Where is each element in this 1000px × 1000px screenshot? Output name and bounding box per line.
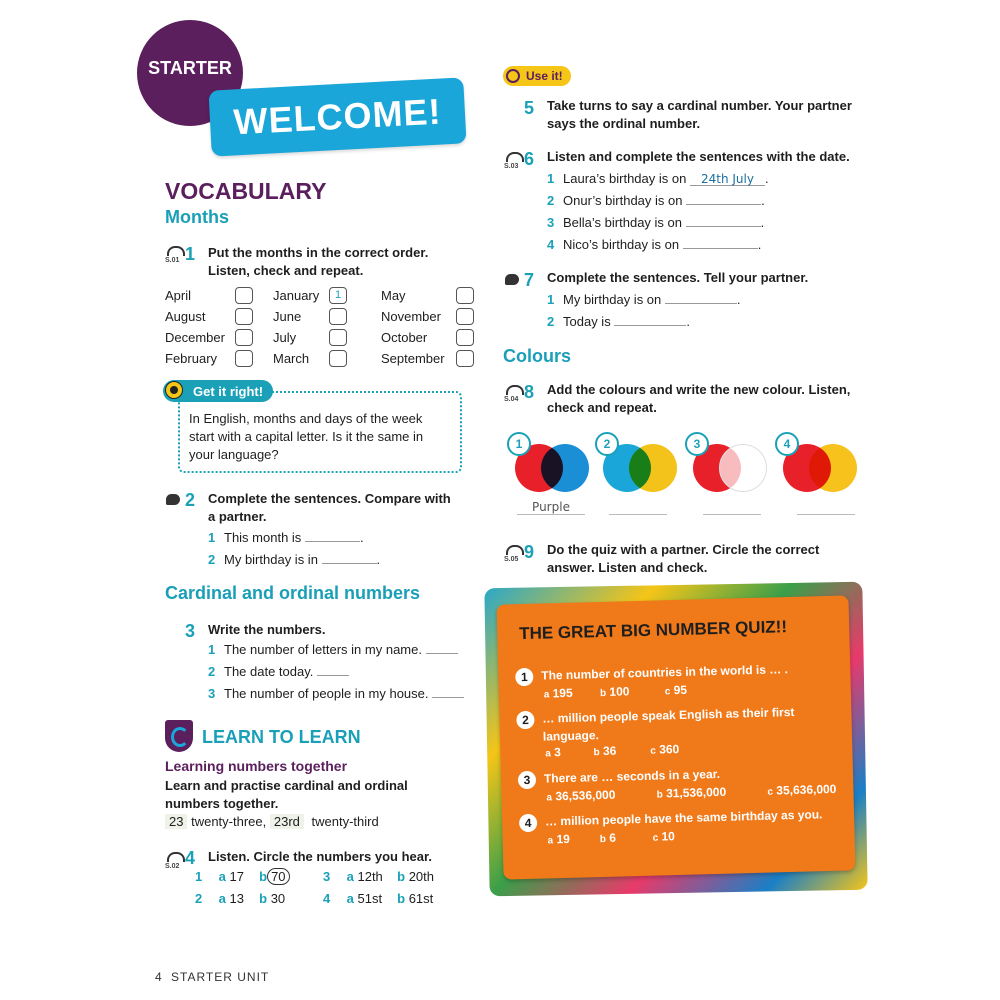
month-box[interactable] (329, 350, 347, 367)
unit-name: STARTER UNIT (171, 970, 270, 984)
answer-option[interactable]: 360 (659, 742, 680, 757)
months-heading: Months (165, 207, 229, 227)
pair-number-4: 4 (775, 432, 799, 456)
colour-answer-4[interactable] (797, 500, 855, 515)
exercise-2-instruction: Complete the sentences. Compare with a partner. (208, 491, 451, 524)
month-august: August (165, 309, 206, 324)
headphones-icon: S.04 (506, 385, 526, 413)
headphones-icon: S.02 (167, 852, 187, 880)
exercise-2-item-2: 2 My birthday is in . (208, 552, 381, 567)
month-november: November (381, 309, 441, 324)
answer-blank[interactable]: 24th July (690, 173, 765, 186)
month-september: September (381, 351, 445, 366)
circle-right-1 (541, 444, 589, 492)
headphones-icon: S.01 (167, 246, 187, 274)
exercise-8-number: 8 (524, 382, 535, 402)
colours-heading: Colours (503, 346, 572, 366)
question-number-1: 1 (515, 668, 533, 686)
learn-text: Learn and practise cardinal and ordinal numbers together. (165, 778, 408, 811)
answer-option[interactable]: 100 (609, 684, 630, 699)
footer (155, 970, 269, 984)
exercise-3-item-3: 3 The number of people in my house. (208, 683, 464, 705)
answer-option[interactable]: 3 (554, 745, 562, 760)
example-number: 23 (165, 814, 187, 829)
option-b[interactable]: 20th (408, 869, 434, 884)
exercise-1-instruction: Put the months in the correct order. Listen, check and repeat. (208, 245, 429, 278)
learn-example: 23 twenty-three, 23rd twenty-third (165, 811, 379, 833)
month-box[interactable] (456, 308, 474, 325)
question-number-4: 4 (519, 814, 537, 832)
answer-option[interactable]: 36 (602, 743, 617, 759)
learn-subtitle: Learning numbers together (165, 758, 348, 774)
answer-option[interactable]: 36,536,000 (555, 787, 616, 804)
answer-blank[interactable] (317, 663, 349, 676)
answer-option[interactable]: 10 (661, 829, 676, 844)
answer-blank[interactable] (432, 685, 464, 698)
month-box[interactable] (235, 329, 253, 346)
month-box[interactable] (235, 350, 253, 367)
answer-option[interactable]: 19 (556, 831, 571, 847)
exercise-6-number: 6 (524, 149, 535, 169)
exercise-3-instruction: Write the numbers. (208, 622, 326, 637)
month-box[interactable] (235, 287, 253, 304)
question-3: There are … seconds in a year. (543, 766, 721, 786)
pair-number-3: 3 (685, 432, 709, 456)
answer-option[interactable]: 195 (552, 685, 573, 701)
months-grid (165, 285, 465, 375)
exercise-6-item-1: 1 Laura’s birthday is on 24th July . (547, 171, 769, 186)
answer-blank[interactable] (665, 291, 737, 304)
quiz-content (512, 608, 849, 872)
answer-blank[interactable] (426, 641, 458, 654)
learn-to-learn-heading: LEARN TO LEARN (202, 727, 361, 747)
exercise-3-number: 3 (185, 621, 196, 641)
exercise-6-item-4: 4 Nico’s birthday is on . (547, 237, 762, 252)
answer-option[interactable]: 31,536,000 (665, 784, 727, 801)
cardinal-heading: Cardinal and ordinal numbers (165, 583, 421, 603)
month-february: February (165, 351, 218, 366)
exercise-6-item-3: 3 Bella’s birthday is on . (547, 215, 765, 230)
vocabulary-heading: VOCABULARY (165, 178, 327, 204)
circle-right-3 (719, 444, 767, 492)
pair-number-1: 1 (507, 432, 531, 456)
speech-bubble-icon (166, 494, 180, 505)
exercise-3-item-1: 1 The number of letters in my name. (208, 639, 458, 661)
month-december: December (165, 330, 225, 345)
learn-to-learn-icon (165, 720, 193, 752)
exercise-2-item-1: 1 This month is . (208, 530, 364, 545)
circle-right-2 (629, 444, 677, 492)
pair-number-2: 2 (595, 432, 619, 456)
month-october: October (381, 330, 428, 345)
month-box[interactable] (329, 308, 347, 325)
question-1: The number of countries in the world is … . (541, 662, 789, 683)
quiz-title: THE GREAT BIG NUMBER QUIZ!! (518, 617, 788, 644)
option-a[interactable]: 13 (229, 891, 244, 906)
month-box[interactable] (456, 350, 474, 367)
option-a[interactable]: 51st (357, 891, 383, 906)
answer-option[interactable]: 35,636,000 (776, 781, 837, 798)
question-number-3: 3 (518, 771, 536, 789)
question-4: … million people have the same birthday as you. (544, 807, 823, 829)
answer-option[interactable]: 6 (609, 830, 617, 845)
question-number-2: 2 (516, 711, 534, 729)
exercise-6-instruction: Listen and complete the sentences with the date. (547, 149, 850, 164)
exercise-9-number: 9 (524, 542, 535, 562)
question-4-options: a 19 b 6 c 10 (547, 829, 676, 847)
exercise-7-item-1: 1 My birthday is on . (547, 292, 741, 307)
question-2: … million people speak English as their first language. (542, 704, 795, 744)
month-april: April (165, 288, 192, 303)
question-2-options: a 3 b 36 c 360 (545, 742, 680, 760)
exercise-5-instruction: Take turns to say a cardinal number. Your partner says the ordinal number. (547, 98, 852, 131)
exercise-3-item-2: 2 The date today. (208, 661, 349, 683)
month-box-january[interactable]: 1 (329, 287, 347, 304)
colour-answer-2[interactable] (609, 500, 667, 515)
colour-circles (505, 430, 865, 525)
answer-option[interactable]: 95 (673, 682, 688, 698)
month-march: March (273, 351, 310, 366)
headphones-icon: S.05 (506, 545, 526, 573)
headphones-icon: S.03 (506, 152, 526, 180)
month-july: July (273, 330, 297, 345)
exercise-4-instruction: Listen. Circle the numbers you hear. (208, 849, 432, 864)
exercise-4-row-3: 3 a 12th b 20th (323, 866, 434, 888)
speech-bubble-icon (505, 274, 519, 285)
month-january: January (273, 288, 320, 303)
starter-badge-label: STARTER (148, 58, 232, 78)
exercise-9-instruction: Do the quiz with a partner. Circle the correct answer. Listen and check. (547, 542, 820, 575)
option-a[interactable]: 17 (229, 869, 244, 884)
month-box[interactable] (456, 329, 474, 346)
option-b[interactable]: 61st (408, 891, 434, 906)
answer-blank[interactable] (683, 236, 758, 249)
colour-answer-1[interactable]: Purple (517, 500, 585, 515)
option-b-circled[interactable]: 70 (267, 868, 289, 885)
exercise-2-number: 2 (185, 490, 196, 510)
exercise-7-instruction: Complete the sentences. Tell your partner. (547, 270, 809, 285)
example-ordinal: 23rd (270, 814, 304, 829)
page-number: 4 (155, 970, 163, 984)
exercise-4-row-2: 2 a 13 b 30 (195, 888, 285, 910)
question-1-options: a 195 b 100 c 95 (543, 682, 688, 701)
month-box[interactable] (456, 287, 474, 304)
answer-blank[interactable] (322, 551, 377, 564)
answer-blank[interactable] (686, 214, 761, 227)
exercise-5-number: 5 (524, 98, 535, 118)
question-3-options: a 36,536,000 b 31,536,000 c 35,636,000 (546, 781, 837, 804)
use-it-label: Use it! (526, 69, 563, 83)
answer-blank[interactable] (614, 313, 686, 326)
page-title: WELCOME! (232, 90, 443, 143)
answer-blank[interactable] (305, 529, 360, 542)
get-it-right-text: In English, months and days of the week start with a capital letter. Is it the same in your language? (189, 411, 424, 462)
month-june: June (273, 309, 302, 324)
month-may: May (381, 288, 406, 303)
get-it-right-label: Get it right! (193, 384, 264, 399)
exercise-7-item-2: 2 Today is . (547, 314, 690, 329)
exercise-4-row-4: 4 a 51st b 61st (323, 888, 433, 910)
colour-answer-3[interactable] (703, 500, 761, 515)
answer-blank[interactable] (686, 192, 761, 205)
month-box[interactable] (235, 308, 253, 325)
option-b[interactable]: 30 (270, 891, 286, 906)
exercise-1-number: 1 (185, 244, 196, 264)
eye-icon (165, 381, 183, 399)
exercise-7-number: 7 (524, 270, 535, 290)
month-box[interactable] (329, 329, 347, 346)
exercise-4-row-1: 1 a 17 b 70 (195, 866, 290, 888)
option-a[interactable]: 12th (357, 869, 383, 884)
exercise-6-item-2: 2 Onur’s birthday is on . (547, 193, 765, 208)
circle-right-4 (809, 444, 857, 492)
speech-icon (506, 69, 520, 83)
exercise-4-number: 4 (185, 848, 196, 868)
exercise-8-instruction: Add the colours and write the new colour. Listen, check and repeat. (547, 382, 851, 415)
